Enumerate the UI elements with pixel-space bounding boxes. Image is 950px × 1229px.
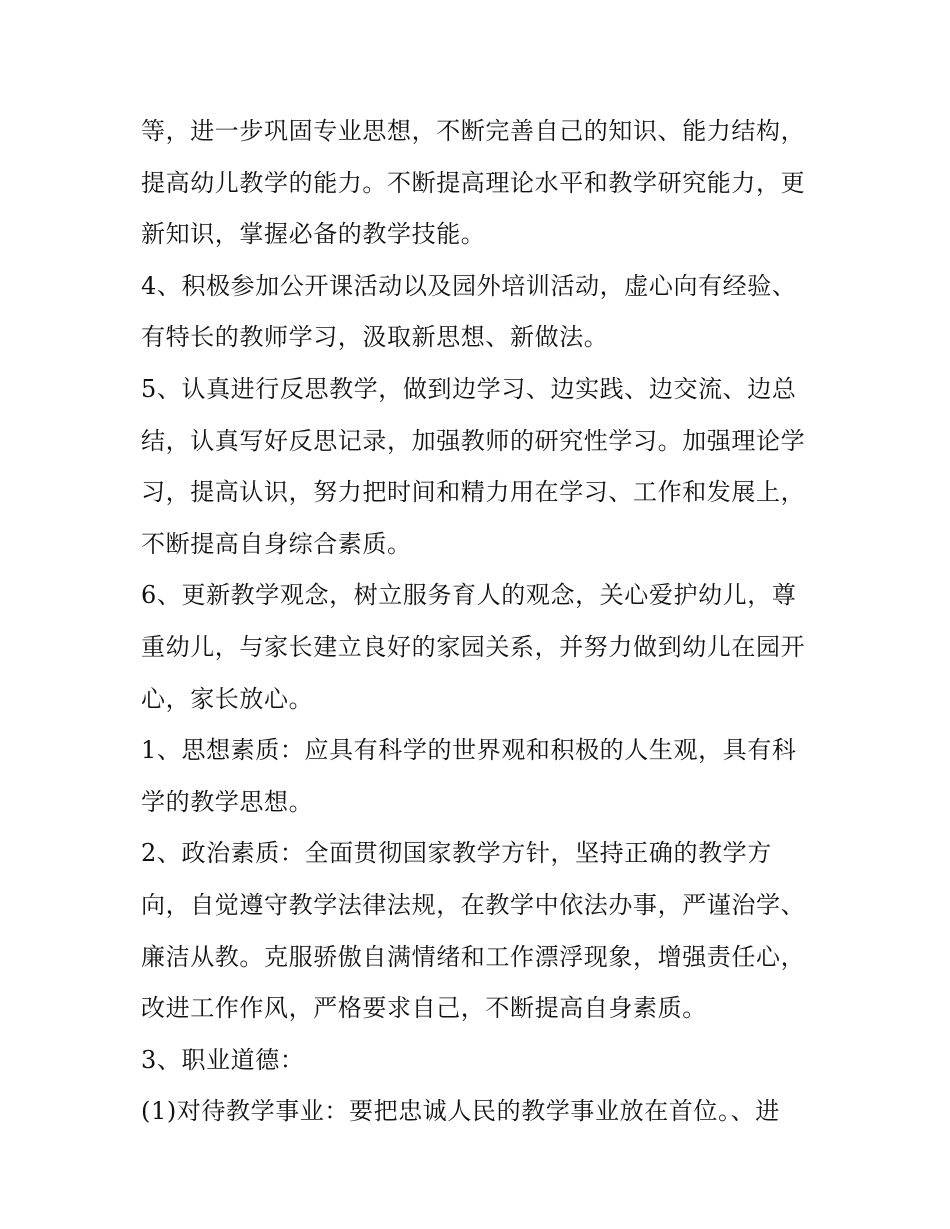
text-line: 1、思想素质：应具有科学的世界观和积极的人生观，具有科: [141, 736, 797, 765]
text-line: 新知识，掌握必备的教学技能。: [141, 220, 486, 249]
text-line: 5、认真进行反思教学，做到边学习、边实践、边交流、边总: [141, 374, 797, 403]
text-line: 3、职业道德：: [141, 1045, 305, 1074]
text-line: 有特长的教师学习，汲取新思想、新做法。: [141, 323, 609, 352]
text-line: 提高幼儿教学的能力。不断提高理论水平和教学研究能力，更: [141, 168, 806, 197]
text-line: 等，进一步巩固专业思想，不断完善自己的知识、能力结构，: [141, 117, 806, 145]
text-line: 4、积极参加公开课活动以及园外培训活动，虚心向有经验、: [141, 271, 797, 300]
text-line: (1)对待教学事业：要把忠诚人民的教学事业放在首位。、进: [141, 1097, 780, 1126]
document-body: [141, 106, 821, 1138]
text-line: 廉洁从教。克服骄傲自满情绪和工作漂浮现象，增强责任心，: [141, 942, 806, 971]
text-line: 心，家长放心。: [141, 684, 314, 713]
text-line: 习，提高认识，努力把时间和精力用在学习、工作和发展上，: [141, 478, 806, 507]
text-line: 重幼儿，与家长建立良好的家园关系，并努力做到幼儿在园开: [141, 632, 806, 661]
text-line: 不断提高自身综合素质。: [141, 529, 412, 558]
text-line: 学的教学思想。: [141, 787, 314, 816]
text-line: 6、更新教学观念，树立服务育人的观念，关心爱护幼儿，尊: [141, 581, 797, 610]
text-line: 改进工作作风，严格要求自己，不断提高自身素质。: [141, 994, 707, 1023]
text-line: 向，自觉遵守教学法律法规，在教学中依法办事，严谨治学、: [141, 890, 806, 919]
text-line: 结，认真写好反思记录，加强教师的研究性学习。加强理论学: [141, 426, 806, 455]
text-line: 2、政治素质：全面贯彻国家教学方针，坚持正确的教学方: [141, 839, 772, 868]
